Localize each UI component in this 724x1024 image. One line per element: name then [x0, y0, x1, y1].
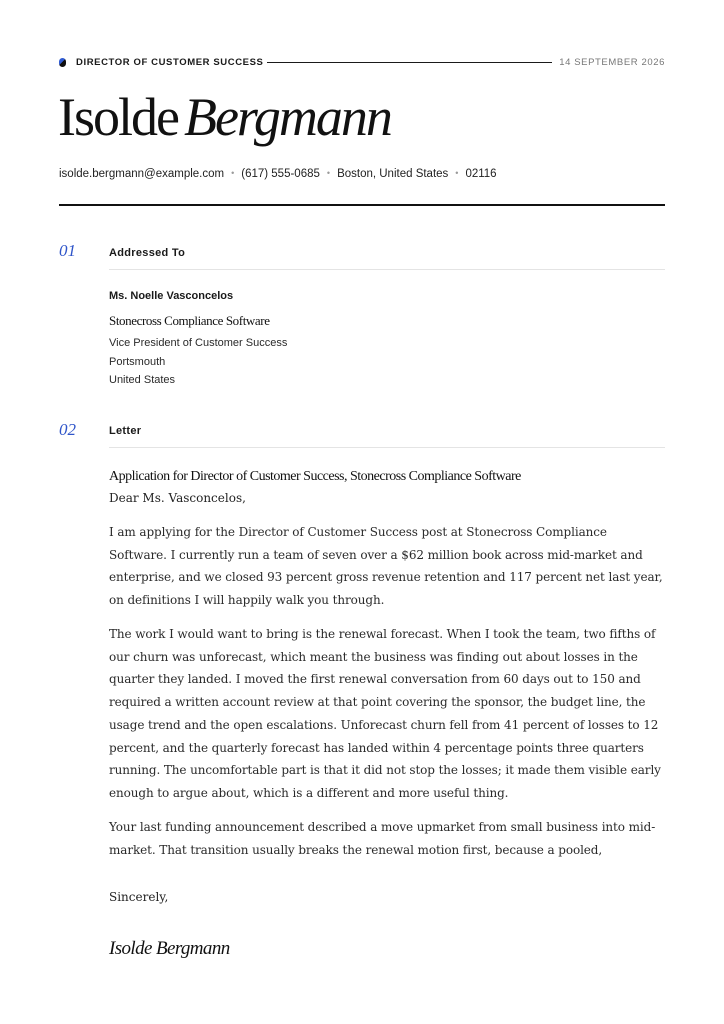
separator-dot: •: [231, 168, 235, 178]
separator-dot: •: [455, 168, 459, 178]
letter-closing: Sincerely,: [109, 890, 169, 904]
section-number-letter: 02: [59, 420, 76, 439]
section-title-addressed: Addressed To: [109, 247, 186, 259]
last-name: Bergmann: [183, 87, 391, 147]
letter-paragraph: I am applying for the Director of Customer Success post at Stonecross Compliance Software. I currently run a team of seven over a $62 million book across mid-market and enterprise, and we closed 93 percent gross revenue retention and 117 percent net last year, on definitions I will happily walk you through.: [109, 525, 663, 608]
letter-date: 14 SEPTEMBER 2026: [559, 57, 665, 68]
letter-subject: Application for Director of Customer Success, Stonecross Compliance Software: [109, 469, 521, 484]
recipient-name: Ms. Noelle Vasconcelos: [109, 290, 234, 302]
recipient-city: Portsmouth: [109, 356, 166, 368]
header-bottom-rule: [59, 204, 665, 206]
letter-paragraph: Your last funding announcement described a move upmarket from small business into mid-market. That transition usually breaks the renewal motion first, because a pooled,: [109, 820, 656, 857]
bullet-dot-icon: [59, 58, 66, 67]
applicant-name: [58, 84, 391, 150]
header-divider: [267, 62, 552, 63]
section-divider: [109, 269, 665, 270]
section-title-letter: Letter: [109, 425, 142, 437]
recipient-company: Stonecross Compliance Software: [109, 313, 270, 328]
section-number-addressed: 01: [59, 241, 76, 260]
contact-email[interactable]: isolde.bergmann@example.com: [59, 168, 225, 180]
recipient-title: Vice President of Customer Success: [109, 337, 288, 349]
header-top-row: [59, 56, 665, 70]
contact-line: [59, 167, 497, 182]
separator-dot: •: [326, 168, 331, 178]
contact-postal: 02116: [465, 168, 497, 180]
section-divider: [109, 447, 665, 448]
contact-location: Boston, United States: [337, 168, 449, 180]
first-name: Isolde: [58, 87, 178, 147]
letter-paragraph: The work I would want to bring is the renewal forecast. When I took the team, two fifths of our churn was unforecast, which meant the business was finding out about losses in the quarter they landed. I moved the first renewal conversation from 60 days out to 150 and required a written account review at that point covering the sponsor, the budget line, the usage trend and the open escalations. Unforecast churn fell from 41 percent of losses to 12 percent, and the quarterly forecast has landed within 4 percentage points three quarters running. The uncomfortable part is that it did not stop the losses; it made them visible early enough to argue about, which is a different and more useful thing.: [109, 627, 661, 800]
job-role: DIRECTOR OF CUSTOMER SUCCESS: [76, 57, 264, 68]
letter-signature: Isolde Bergmann: [109, 938, 230, 959]
recipient-country: United States: [109, 374, 176, 386]
contact-phone[interactable]: (617) 555-0685: [241, 168, 320, 180]
letter-salutation: Dear Ms. Vasconcelos,: [109, 491, 246, 505]
